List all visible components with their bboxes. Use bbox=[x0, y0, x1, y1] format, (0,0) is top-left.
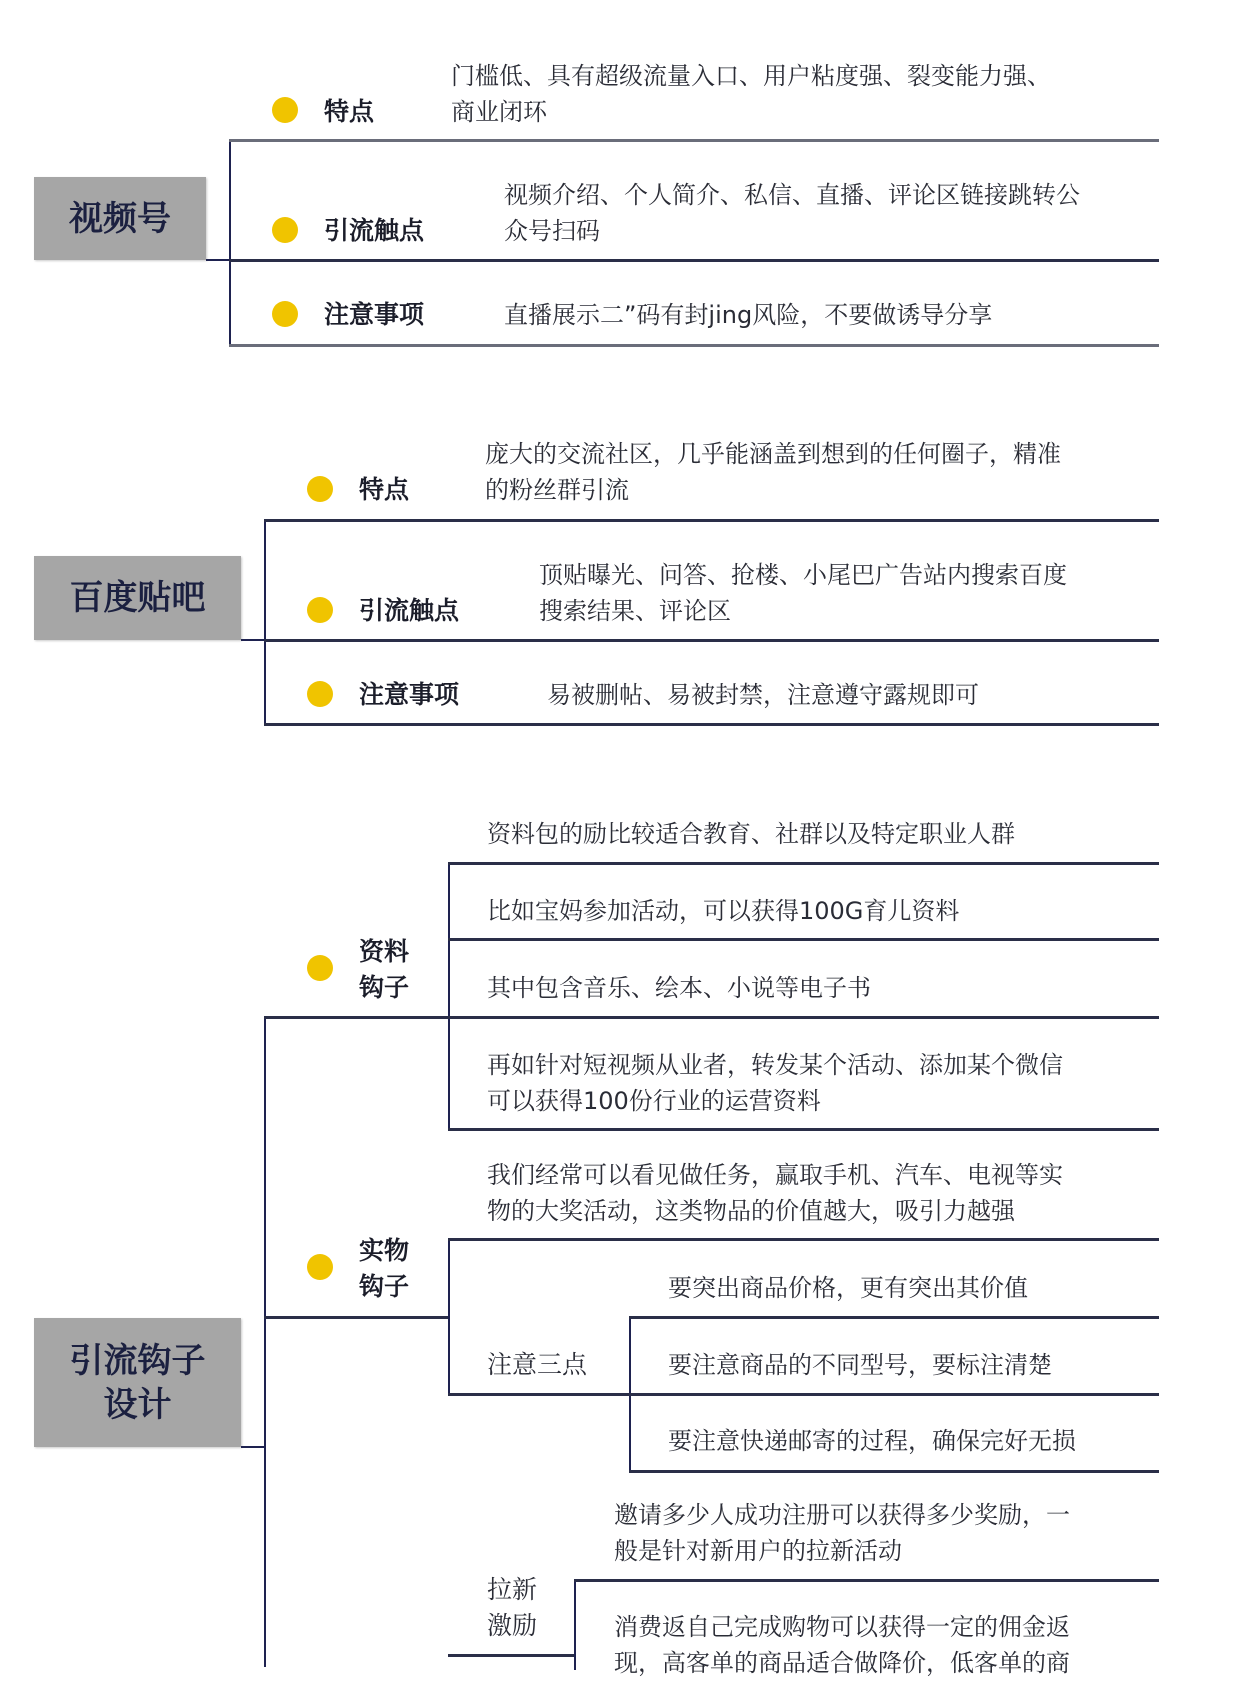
connector bbox=[448, 863, 450, 1130]
bullet-icon bbox=[307, 955, 333, 981]
hook-label: 钩子 bbox=[359, 1272, 410, 1301]
divider bbox=[448, 1016, 1159, 1019]
connector bbox=[448, 1239, 450, 1395]
item-text: 现，高客单的商品适合做降价，低客单的商 bbox=[614, 1649, 1070, 1677]
node-title-line: 引流钩子 bbox=[69, 1340, 206, 1381]
hook-label: 资料 bbox=[359, 937, 410, 966]
divider bbox=[229, 344, 1159, 347]
item-text: 要突出商品价格，更有突出其价值 bbox=[668, 1274, 1028, 1302]
connector bbox=[574, 1580, 576, 1670]
divider bbox=[229, 259, 1159, 262]
connector bbox=[206, 259, 230, 261]
bullet-icon bbox=[307, 476, 333, 502]
connector bbox=[229, 140, 231, 346]
row-text: 顶贴曝光、问答、抢楼、小尾巴广告站内搜索百度 bbox=[539, 561, 1067, 589]
divider bbox=[448, 938, 1159, 941]
bullet-icon bbox=[272, 97, 298, 123]
bullet-icon bbox=[307, 597, 333, 623]
hook-label: 激励 bbox=[487, 1611, 538, 1640]
item-text: 其中包含音乐、绘本、小说等电子书 bbox=[487, 974, 871, 1002]
item-text: 要注意商品的不同型号，要标注清楚 bbox=[668, 1351, 1052, 1379]
row-label: 特点 bbox=[359, 475, 410, 504]
row-text: 视频介绍、个人简介、私信、直播、评论区链接跳转公 bbox=[504, 181, 1080, 209]
row-label: 引流触点 bbox=[359, 596, 460, 625]
item-text: 再如针对短视频从业者，转发某个活动、添加某个微信 bbox=[487, 1051, 1063, 1079]
divider bbox=[264, 1316, 448, 1319]
row-text: 庞大的交流社区，几乎能涵盖到想到的任何圈子，精准 bbox=[485, 440, 1061, 468]
connector bbox=[241, 639, 265, 641]
divider bbox=[448, 1654, 574, 1657]
item-text: 邀请多少人成功注册可以获得多少奖励，一 bbox=[614, 1501, 1070, 1529]
row-label: 引流触点 bbox=[324, 216, 425, 245]
row-label: 特点 bbox=[324, 97, 375, 126]
row-text: 的粉丝群引流 bbox=[485, 476, 629, 504]
connector bbox=[264, 1017, 266, 1667]
row-label: 注意事项 bbox=[324, 300, 425, 329]
row-text: 商业闭环 bbox=[451, 98, 547, 126]
divider bbox=[629, 1316, 1159, 1319]
item-text: 比如宝妈参加活动，可以获得100G育儿资料 bbox=[487, 897, 960, 925]
divider bbox=[448, 1238, 1159, 1241]
item-text: 我们经常可以看见做任务，赢取手机、汽车、电视等实 bbox=[487, 1161, 1063, 1189]
bullet-icon bbox=[272, 301, 298, 327]
row-text: 门槛低、具有超级流量入口、用户粘度强、裂变能力强、 bbox=[451, 62, 1051, 90]
divider bbox=[264, 723, 1159, 726]
row-text: 直播展示二”码有封jing风险，不要做诱导分享 bbox=[504, 301, 993, 329]
hook-label: 拉新 bbox=[487, 1575, 538, 1604]
sub-label: 注意三点 bbox=[487, 1350, 588, 1379]
node-hook-design[interactable] bbox=[34, 1318, 241, 1447]
hook-label: 钩子 bbox=[359, 973, 410, 1002]
row-text: 搜索结果、评论区 bbox=[539, 597, 731, 625]
divider bbox=[629, 1393, 1159, 1396]
divider bbox=[448, 1128, 1159, 1131]
divider bbox=[629, 1470, 1159, 1473]
divider bbox=[264, 639, 1159, 642]
bullet-icon bbox=[307, 681, 333, 707]
hook-label: 实物 bbox=[359, 1236, 410, 1265]
connector bbox=[264, 520, 266, 725]
item-text: 可以获得100份行业的运营资料 bbox=[487, 1087, 821, 1115]
item-text: 要注意快递邮寄的过程，确保完好无损 bbox=[668, 1427, 1076, 1455]
item-text: 消费返自己完成购物可以获得一定的佣金返 bbox=[614, 1613, 1070, 1641]
divider bbox=[229, 139, 1159, 142]
divider bbox=[448, 1393, 629, 1396]
item-text: 物的大奖活动，这类物品的价值越大，吸引力越强 bbox=[487, 1197, 1015, 1225]
item-text: 资料包的励比较适合教育、社群以及特定职业人群 bbox=[487, 820, 1015, 848]
connector bbox=[241, 1446, 265, 1448]
bullet-icon bbox=[307, 1254, 333, 1280]
node-baidu-tieba[interactable]: 百度贴吧 bbox=[34, 556, 241, 640]
row-label: 注意事项 bbox=[359, 680, 460, 709]
divider bbox=[264, 519, 1159, 522]
bullet-icon bbox=[272, 217, 298, 243]
node-title-line: 设计 bbox=[103, 1384, 172, 1425]
divider bbox=[264, 1016, 448, 1019]
divider bbox=[574, 1579, 1159, 1582]
item-text: 般是针对新用户的拉新活动 bbox=[614, 1537, 902, 1565]
row-text: 众号扫码 bbox=[504, 217, 600, 245]
node-shipinhao[interactable]: 视频号 bbox=[34, 177, 206, 260]
row-text: 易被删帖、易被封禁，注意遵守露规即可 bbox=[547, 681, 979, 709]
divider bbox=[448, 862, 1159, 865]
